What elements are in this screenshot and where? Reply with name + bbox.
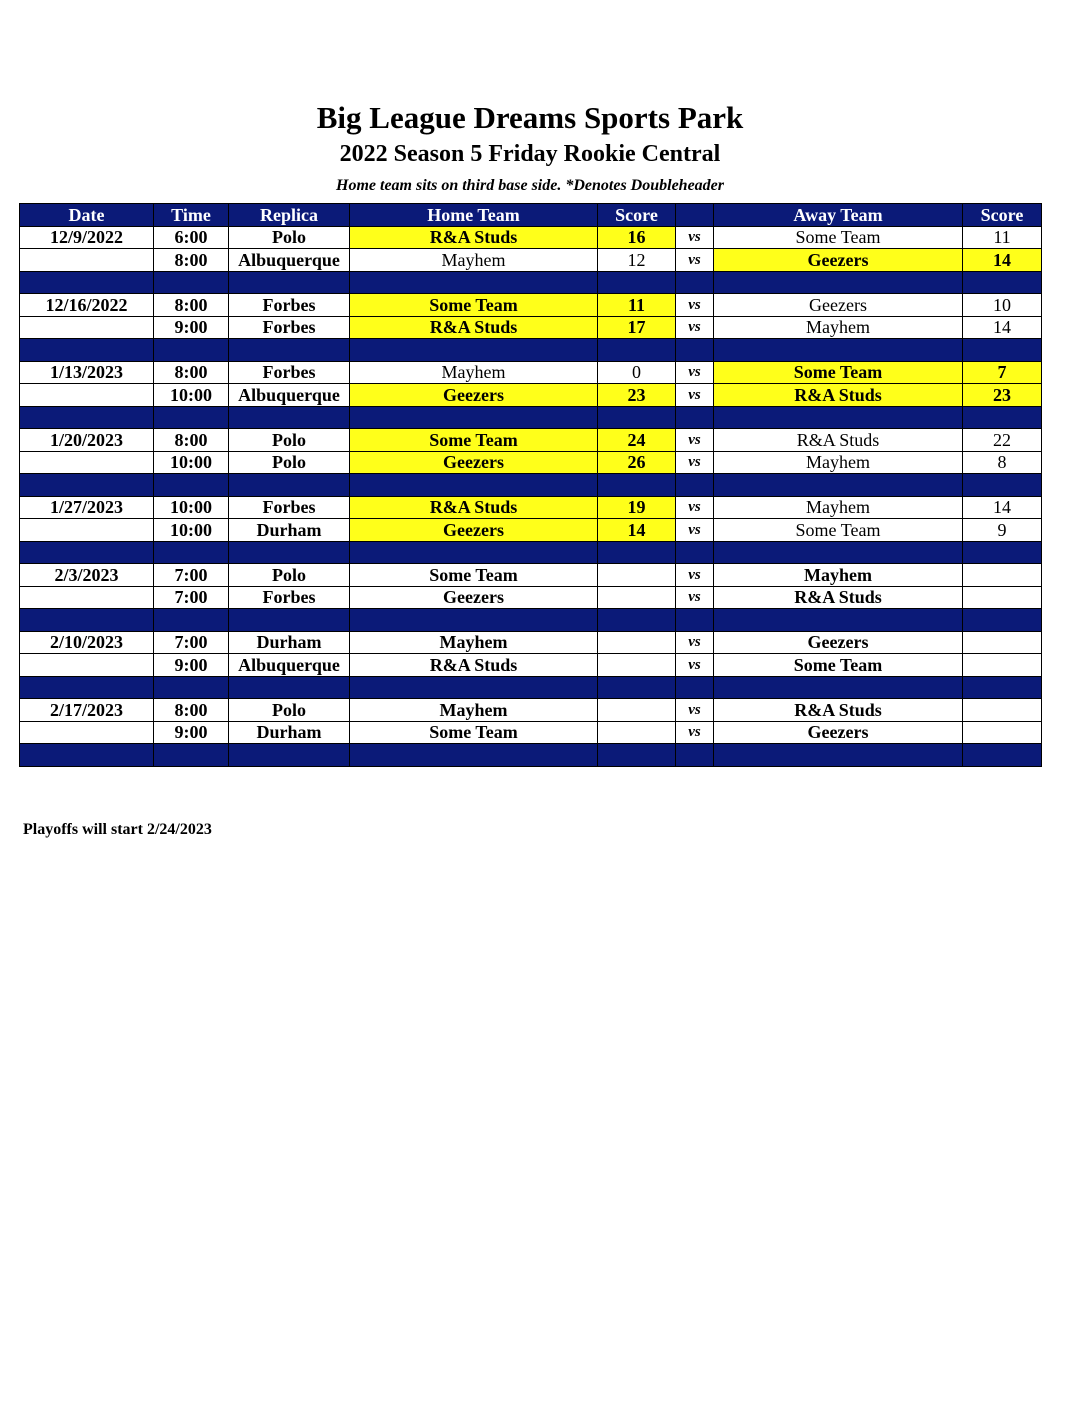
away-team: Geezers <box>714 294 963 317</box>
separator-cell <box>963 541 1042 564</box>
separator-cell <box>714 609 963 632</box>
playoffs-note: Playoffs will start 2/24/2023 <box>23 821 212 838</box>
game-date <box>20 249 154 272</box>
separator-cell <box>20 676 154 699</box>
separator-cell <box>676 676 714 699</box>
home-team: Some Team <box>350 721 598 744</box>
separator-cell <box>676 339 714 362</box>
separator-cell <box>154 676 229 699</box>
week-separator <box>20 474 1042 497</box>
separator-cell <box>598 339 676 362</box>
week-separator <box>20 339 1042 362</box>
separator-cell <box>963 406 1042 429</box>
separator-cell <box>598 609 676 632</box>
game-replica: Forbes <box>229 496 350 519</box>
separator-cell <box>676 406 714 429</box>
header-time: Time <box>154 204 229 227</box>
separator-cell <box>154 271 229 294</box>
separator-cell <box>963 339 1042 362</box>
separator-cell <box>714 406 963 429</box>
game-replica: Durham <box>229 721 350 744</box>
separator-cell <box>598 271 676 294</box>
home-team: Mayhem <box>350 249 598 272</box>
home-team: Mayhem <box>350 361 598 384</box>
home-score: 17 <box>598 316 676 339</box>
header-vs <box>676 204 714 227</box>
away-team: Mayhem <box>714 564 963 587</box>
away-team: Some Team <box>714 361 963 384</box>
game-date: 12/9/2022 <box>20 226 154 249</box>
away-team: Geezers <box>714 721 963 744</box>
game-time: 8:00 <box>154 294 229 317</box>
game-replica: Forbes <box>229 586 350 609</box>
game-row <box>20 249 1042 272</box>
game-replica: Forbes <box>229 361 350 384</box>
home-score <box>598 654 676 677</box>
game-replica: Durham <box>229 631 350 654</box>
game-time: 9:00 <box>154 654 229 677</box>
game-replica: Polo <box>229 451 350 474</box>
game-row <box>20 519 1042 542</box>
game-row <box>20 361 1042 384</box>
away-score: 23 <box>963 384 1042 407</box>
home-score: 12 <box>598 249 676 272</box>
game-row <box>20 564 1042 587</box>
week-separator <box>20 406 1042 429</box>
separator-cell <box>676 609 714 632</box>
home-score: 16 <box>598 226 676 249</box>
away-score: 22 <box>963 429 1042 452</box>
away-score <box>963 586 1042 609</box>
separator-cell <box>229 271 350 294</box>
game-time: 8:00 <box>154 249 229 272</box>
header-home-score: Score <box>598 204 676 227</box>
separator-cell <box>963 609 1042 632</box>
separator-cell <box>963 271 1042 294</box>
away-team: Some Team <box>714 519 963 542</box>
vs-label: vs <box>676 564 714 587</box>
game-row <box>20 721 1042 744</box>
game-time: 10:00 <box>154 496 229 519</box>
home-score: 0 <box>598 361 676 384</box>
game-time: 6:00 <box>154 226 229 249</box>
separator-cell <box>229 676 350 699</box>
game-date <box>20 586 154 609</box>
game-replica: Polo <box>229 699 350 722</box>
game-replica: Forbes <box>229 294 350 317</box>
away-team: R&A Studs <box>714 384 963 407</box>
game-date: 1/13/2023 <box>20 361 154 384</box>
game-row <box>20 496 1042 519</box>
game-date: 12/16/2022 <box>20 294 154 317</box>
away-score <box>963 654 1042 677</box>
away-score: 14 <box>963 496 1042 519</box>
game-row <box>20 586 1042 609</box>
home-team: Mayhem <box>350 631 598 654</box>
schedule-table <box>19 203 1042 767</box>
game-row <box>20 316 1042 339</box>
vs-label: vs <box>676 429 714 452</box>
home-team: Geezers <box>350 586 598 609</box>
game-time: 9:00 <box>154 316 229 339</box>
separator-cell <box>229 406 350 429</box>
separator-cell <box>350 541 598 564</box>
away-score <box>963 721 1042 744</box>
page-title: Big League Dreams Sports Park <box>316 100 744 135</box>
away-score: 14 <box>963 249 1042 272</box>
vs-label: vs <box>676 631 714 654</box>
game-date <box>20 519 154 542</box>
game-time: 8:00 <box>154 361 229 384</box>
away-team: R&A Studs <box>714 699 963 722</box>
game-date: 2/3/2023 <box>20 564 154 587</box>
page-subtitle: 2022 Season 5 Friday Rookie Central <box>339 141 721 167</box>
week-separator <box>20 609 1042 632</box>
vs-label: vs <box>676 451 714 474</box>
separator-cell <box>676 474 714 497</box>
vs-label: vs <box>676 384 714 407</box>
week-separator <box>20 744 1042 767</box>
header-row <box>20 204 1042 227</box>
vs-label: vs <box>676 519 714 542</box>
away-score <box>963 631 1042 654</box>
separator-cell <box>350 406 598 429</box>
game-row <box>20 384 1042 407</box>
vs-label: vs <box>676 316 714 339</box>
game-row <box>20 429 1042 452</box>
home-team: Some Team <box>350 564 598 587</box>
game-replica: Polo <box>229 429 350 452</box>
game-date: 1/27/2023 <box>20 496 154 519</box>
home-score: 19 <box>598 496 676 519</box>
game-replica: Durham <box>229 519 350 542</box>
game-row <box>20 451 1042 474</box>
game-time: 8:00 <box>154 429 229 452</box>
week-separator <box>20 541 1042 564</box>
separator-cell <box>714 474 963 497</box>
separator-cell <box>714 676 963 699</box>
home-team: Some Team <box>350 294 598 317</box>
home-score: 23 <box>598 384 676 407</box>
game-row <box>20 654 1042 677</box>
home-team: Geezers <box>350 451 598 474</box>
game-replica: Forbes <box>229 316 350 339</box>
header-home-team: Home Team <box>350 204 598 227</box>
separator-cell <box>714 271 963 294</box>
separator-cell <box>350 609 598 632</box>
game-replica: Polo <box>229 564 350 587</box>
separator-cell <box>20 609 154 632</box>
separator-cell <box>598 541 676 564</box>
vs-label: vs <box>676 226 714 249</box>
header-away-team: Away Team <box>714 204 963 227</box>
home-team: Mayhem <box>350 699 598 722</box>
home-team: R&A Studs <box>350 316 598 339</box>
away-team: Mayhem <box>714 316 963 339</box>
separator-cell <box>20 474 154 497</box>
home-score <box>598 631 676 654</box>
separator-cell <box>20 339 154 362</box>
home-score <box>598 699 676 722</box>
home-score <box>598 586 676 609</box>
vs-label: vs <box>676 361 714 384</box>
separator-cell <box>154 744 229 767</box>
separator-cell <box>714 339 963 362</box>
game-time: 8:00 <box>154 699 229 722</box>
separator-cell <box>229 744 350 767</box>
away-team: Geezers <box>714 249 963 272</box>
away-score <box>963 699 1042 722</box>
home-score: 14 <box>598 519 676 542</box>
home-score: 26 <box>598 451 676 474</box>
away-team: R&A Studs <box>714 586 963 609</box>
game-date: 2/10/2023 <box>20 631 154 654</box>
week-separator <box>20 676 1042 699</box>
game-time: 10:00 <box>154 519 229 542</box>
game-row <box>20 631 1042 654</box>
separator-cell <box>20 271 154 294</box>
separator-cell <box>350 676 598 699</box>
separator-cell <box>154 609 229 632</box>
separator-cell <box>676 271 714 294</box>
game-replica: Albuquerque <box>229 384 350 407</box>
vs-label: vs <box>676 496 714 519</box>
separator-cell <box>229 541 350 564</box>
separator-cell <box>598 474 676 497</box>
away-score: 11 <box>963 226 1042 249</box>
away-team: Some Team <box>714 226 963 249</box>
separator-cell <box>350 339 598 362</box>
away-score <box>963 564 1042 587</box>
game-time: 7:00 <box>154 564 229 587</box>
game-date: 2/17/2023 <box>20 699 154 722</box>
separator-cell <box>20 744 154 767</box>
home-team: R&A Studs <box>350 654 598 677</box>
vs-label: vs <box>676 654 714 677</box>
header-away-score: Score <box>963 204 1042 227</box>
separator-cell <box>154 541 229 564</box>
separator-cell <box>350 474 598 497</box>
separator-cell <box>598 406 676 429</box>
away-score: 8 <box>963 451 1042 474</box>
away-score: 9 <box>963 519 1042 542</box>
game-replica: Albuquerque <box>229 249 350 272</box>
vs-label: vs <box>676 586 714 609</box>
separator-cell <box>963 676 1042 699</box>
home-team: Geezers <box>350 384 598 407</box>
away-team: Mayhem <box>714 451 963 474</box>
home-score <box>598 564 676 587</box>
separator-cell <box>714 541 963 564</box>
game-date: 1/20/2023 <box>20 429 154 452</box>
game-time: 9:00 <box>154 721 229 744</box>
separator-cell <box>598 744 676 767</box>
home-team: R&A Studs <box>350 226 598 249</box>
home-score: 11 <box>598 294 676 317</box>
vs-label: vs <box>676 294 714 317</box>
game-date <box>20 316 154 339</box>
home-team: Some Team <box>350 429 598 452</box>
away-score: 7 <box>963 361 1042 384</box>
game-row <box>20 699 1042 722</box>
away-team: Geezers <box>714 631 963 654</box>
vs-label: vs <box>676 699 714 722</box>
home-team: R&A Studs <box>350 496 598 519</box>
separator-cell <box>154 474 229 497</box>
game-row <box>20 226 1042 249</box>
separator-cell <box>229 474 350 497</box>
week-separator <box>20 271 1042 294</box>
away-team: Some Team <box>714 654 963 677</box>
away-score: 10 <box>963 294 1042 317</box>
page-note: Home team sits on third base side. *Denotes Doubleheader <box>336 177 724 194</box>
separator-cell <box>154 339 229 362</box>
header-date: Date <box>20 204 154 227</box>
separator-cell <box>963 744 1042 767</box>
game-row <box>20 294 1042 317</box>
separator-cell <box>20 406 154 429</box>
home-team: Geezers <box>350 519 598 542</box>
home-score <box>598 721 676 744</box>
schedule-body <box>20 226 1042 766</box>
separator-cell <box>350 744 598 767</box>
separator-cell <box>676 744 714 767</box>
separator-cell <box>20 541 154 564</box>
header-replica: Replica <box>229 204 350 227</box>
game-date <box>20 384 154 407</box>
vs-label: vs <box>676 249 714 272</box>
game-time: 7:00 <box>154 586 229 609</box>
away-team: R&A Studs <box>714 429 963 452</box>
separator-cell <box>714 744 963 767</box>
separator-cell <box>229 339 350 362</box>
vs-label: vs <box>676 721 714 744</box>
home-score: 24 <box>598 429 676 452</box>
game-date <box>20 451 154 474</box>
game-time: 7:00 <box>154 631 229 654</box>
separator-cell <box>154 406 229 429</box>
away-score: 14 <box>963 316 1042 339</box>
game-time: 10:00 <box>154 384 229 407</box>
game-time: 10:00 <box>154 451 229 474</box>
game-date <box>20 654 154 677</box>
separator-cell <box>229 609 350 632</box>
game-replica: Polo <box>229 226 350 249</box>
game-replica: Albuquerque <box>229 654 350 677</box>
game-date <box>20 721 154 744</box>
separator-cell <box>963 474 1042 497</box>
separator-cell <box>598 676 676 699</box>
away-team: Mayhem <box>714 496 963 519</box>
separator-cell <box>676 541 714 564</box>
separator-cell <box>350 271 598 294</box>
